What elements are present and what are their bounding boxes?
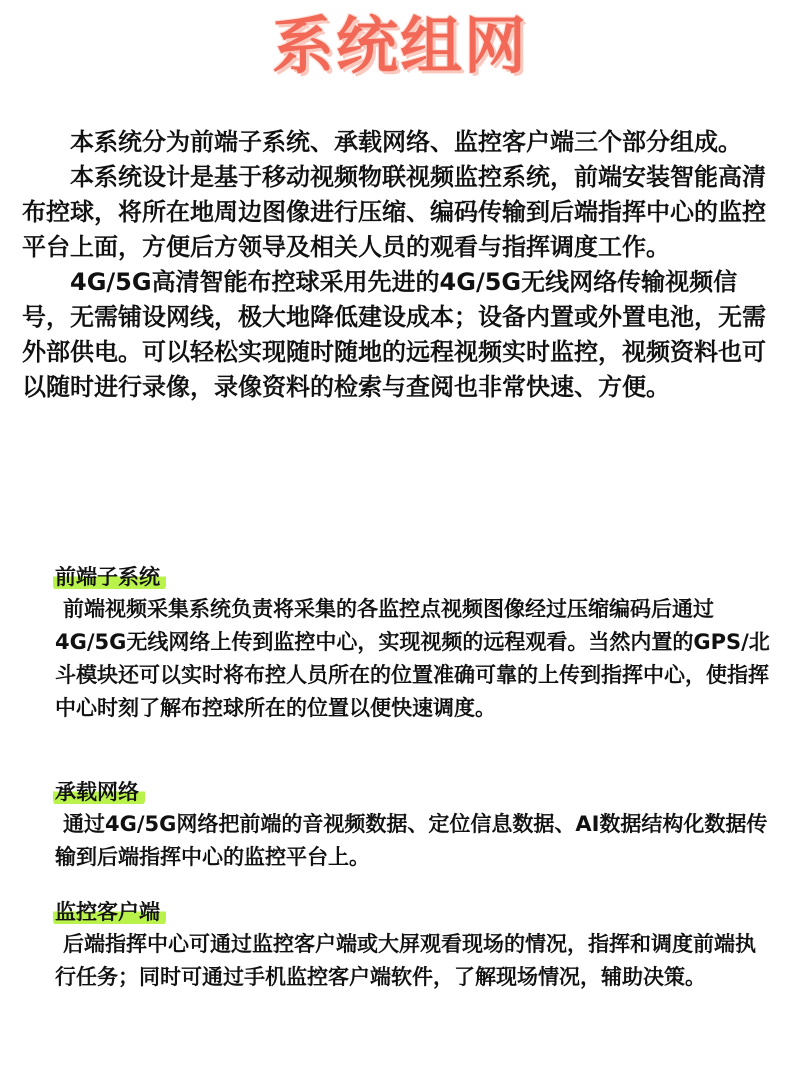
intro-text <box>22 125 782 405</box>
section-heading: 前端子系统 <box>53 563 166 591</box>
section-frontend-subsystem <box>55 563 775 725</box>
section-heading: 承载网络 <box>53 778 145 806</box>
section-body: 后端指挥中心可通过监控客户端或大屏观看现场的情况，指挥和调度前端执行任务；同时可通过手机监控客户端软件，了解现场情况，辅助决策。 <box>55 932 756 989</box>
intro-paragraph: 本系统设计是基于移动视频物联视频监控系统，前端安装智能高清布控球，将所在地周边图像进行压缩、编码传输到后端指挥中心的监控平台上面，方便后方领导及相关人员的观看与指挥调度工作。 <box>22 163 766 261</box>
section-bearer-network <box>55 778 775 874</box>
section-heading: 监控客户端 <box>53 898 166 926</box>
intro-paragraph: 4G/5G高清智能布控球采用先进的4G/5G无线网络传输视频信号，无需铺设网线，极大地降低建设成本；设备内置或外置电池，无需外部供电。可以轻松实现随时随地的远程视频实时监控，视频资料也可以随时进行录像，录像资料的检索与查阅也非常快速、方便。 <box>22 268 766 401</box>
section-body: 前端视频采集系统负责将采集的各监控点视频图像经过压缩编码后通过4G/5G无线网络上传到监控中心，实现视频的远程观看。当然内置的GPS/北斗模块还可以实时将布控人员所在的位置准确可靠的上传到指挥中心，使指挥中心时刻了解布控球所在的位置以便快速调度。 <box>55 597 770 720</box>
intro-paragraph: 本系统分为前端子系统、承载网络、监控客户端三个部分组成。 <box>70 128 742 156</box>
page-title: 系统组网 <box>271 9 528 82</box>
section-monitoring-client <box>55 898 775 994</box>
section-body: 通过4G/5G网络把前端的音视频数据、定位信息数据、AI数据结构化数据传输到后端指挥中心的监控平台上。 <box>55 812 768 869</box>
